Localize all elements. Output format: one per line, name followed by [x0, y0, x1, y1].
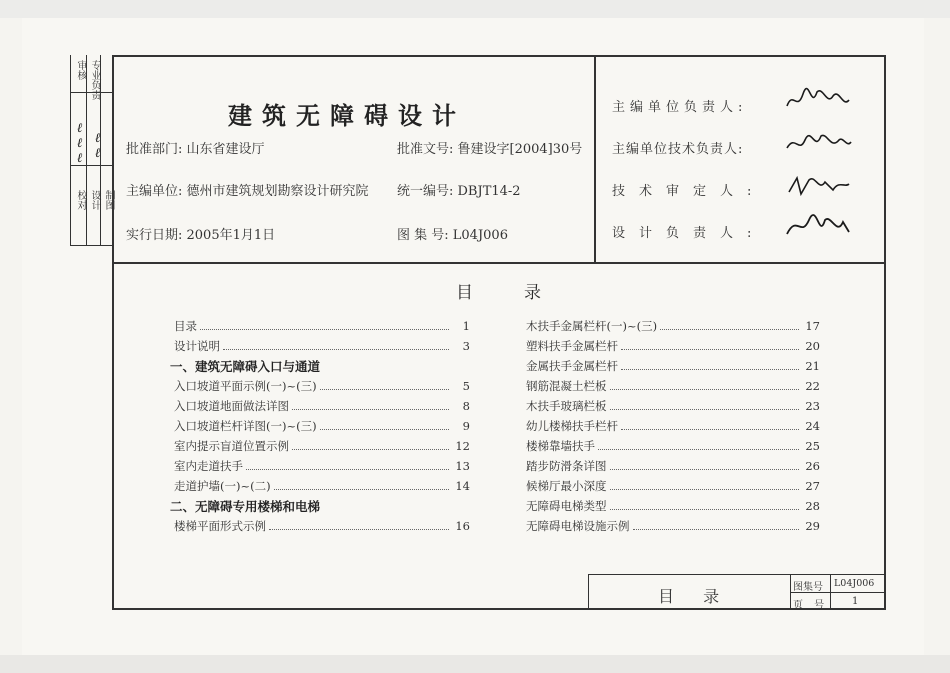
- toc-entry-label: 设计说明: [174, 339, 220, 353]
- toc-leader-dots: [200, 329, 449, 330]
- toc-entry-page: 24: [805, 419, 820, 433]
- signer-label-design-lead: 设计负责人:: [612, 226, 766, 241]
- toc-leader-dots: [598, 449, 799, 450]
- titleblock-atlas-value: L04J006: [834, 578, 875, 589]
- toc-entry-page: 17: [805, 319, 820, 333]
- left-strip-mid-label: 审核: [75, 60, 86, 80]
- toc-entry-label: 塑料扶手金属栏杆: [526, 339, 618, 353]
- toc-leader-dots: [269, 529, 449, 530]
- titleblock-name: 目 录: [658, 587, 732, 606]
- titleblock-page-label: 页 号: [793, 600, 829, 611]
- toc-entry-page: 5: [462, 379, 470, 393]
- signature-2: [783, 128, 853, 160]
- toc-leader-dots: [610, 389, 800, 390]
- header-divider: [112, 262, 886, 264]
- toc-leader-dots: [223, 349, 449, 350]
- signer-label-tech-chief: 主编单位技术负责人:: [612, 142, 744, 157]
- toc-leader-dots: [610, 489, 800, 490]
- toc-entry-label: 室内走道扶手: [174, 459, 243, 473]
- titleblock-top: [588, 574, 886, 575]
- approval-department: 批准部门: 山东省建设厅: [126, 142, 265, 157]
- toc-entry: [526, 398, 820, 414]
- toc-entry-page: 21: [805, 359, 820, 373]
- toc-entry-page: 8: [462, 399, 470, 413]
- toc-entry: [526, 478, 820, 494]
- toc-entry: [174, 478, 470, 494]
- effective-date: 实行日期: 2005年1月1日: [126, 228, 276, 243]
- toc-entry-page: 20: [805, 339, 820, 353]
- editor-unit: 主编单位: 德州市建筑规划勘察设计研究院: [126, 184, 369, 199]
- toc-entry-page: 22: [805, 379, 820, 393]
- toc-leader-dots: [292, 449, 449, 450]
- toc-leader-dots: [621, 429, 799, 430]
- left-strip-top-label: 专业负责: [89, 60, 100, 100]
- toc-entry-label: 室内提示盲道位置示例: [174, 439, 289, 453]
- toc-entry-page: 27: [805, 479, 820, 493]
- scan-edge-bottom: [0, 655, 950, 673]
- toc-entry-page: 13: [455, 459, 470, 473]
- toc-entry: [174, 458, 470, 474]
- toc-entry-label: 入口坡道平面示例(一)~(三): [174, 379, 317, 393]
- toc-leader-dots: [660, 329, 799, 330]
- header-vertical-divider: [594, 55, 596, 263]
- signature-1: [783, 82, 853, 116]
- toc-entry-label: 走道护墙(一)~(二): [174, 479, 271, 493]
- toc-section-heading: 一、建筑无障碍入口与通道: [170, 359, 321, 374]
- toc-entry-page: 1: [462, 319, 470, 333]
- toc-entry-page: 25: [805, 439, 820, 453]
- toc-entry-page: 3: [462, 339, 470, 353]
- signer-label-tech-review: 技术审定人:: [612, 184, 766, 199]
- toc-leader-dots: [621, 369, 799, 370]
- unified-number: 统一编号: DBJT14-2: [397, 184, 521, 199]
- toc-entry-label: 楼梯靠墙扶手: [526, 439, 595, 453]
- titleblock-left: [588, 574, 589, 610]
- toc-entry: [174, 418, 470, 434]
- toc-heading-left: 目: [456, 283, 475, 303]
- document-title: 建筑无障碍设计: [228, 101, 466, 130]
- toc-entry: [526, 338, 820, 354]
- left-strip-row-label-3: 制图: [103, 190, 114, 210]
- toc-entry-page: 23: [805, 399, 820, 413]
- toc-leader-dots: [274, 489, 449, 490]
- toc-leader-dots: [621, 349, 799, 350]
- toc-entry: [174, 518, 470, 534]
- toc-entry-label: 入口坡道栏杆详图(一)~(三): [174, 419, 317, 433]
- signature-3: [783, 170, 853, 202]
- toc-leader-dots: [292, 409, 449, 410]
- toc-entry: [526, 418, 820, 434]
- left-strip-signature-1: ℓℓℓ: [71, 120, 86, 165]
- toc-entry: [526, 498, 820, 514]
- toc-entry-label: 金属扶手金属栏杆: [526, 359, 618, 373]
- toc-entry-label: 候梯厅最小深度: [526, 479, 607, 493]
- toc-entry-page: 28: [805, 499, 820, 513]
- toc-heading-right: 录: [524, 283, 543, 303]
- left-strip-bottom: [70, 245, 112, 246]
- toc-leader-dots: [610, 409, 800, 410]
- toc-entry-label: 目录: [174, 319, 197, 333]
- toc-entry-label: 木扶手玻璃栏板: [526, 399, 607, 413]
- toc-entry-label: 无障碍电梯类型: [526, 499, 607, 513]
- left-strip-row-label-2: 设计: [89, 190, 100, 210]
- toc-entry-page: 16: [455, 519, 470, 533]
- toc-entry-page: 9: [462, 419, 470, 433]
- toc-entry: [174, 318, 470, 334]
- toc-leader-dots: [610, 509, 800, 510]
- toc-entry: [526, 438, 820, 454]
- toc-leader-dots: [246, 469, 449, 470]
- toc-entry: [174, 378, 470, 394]
- approval-number: 批准文号: 鲁建设字[2004]30号: [397, 142, 583, 157]
- toc-entry: [174, 338, 470, 354]
- left-strip-signature-2: ℓℓ: [89, 130, 104, 160]
- atlas-number: 图 集 号: L04J006: [397, 228, 508, 243]
- signature-4: [783, 210, 853, 244]
- left-strip-row-2: [70, 165, 112, 166]
- toc-entry: [526, 318, 820, 334]
- toc-entry-page: 26: [805, 459, 820, 473]
- toc-entry: [174, 438, 470, 454]
- toc-entry-label: 入口坡道地面做法详图: [174, 399, 289, 413]
- toc-entry-page: 14: [455, 479, 470, 493]
- toc-leader-dots: [633, 529, 800, 530]
- toc-entry-page: 29: [805, 519, 820, 533]
- left-strip-row-label-1: 校对: [75, 190, 86, 210]
- titleblock-atlas-label: 图集号: [793, 582, 823, 593]
- scan-edge-top: [0, 0, 950, 18]
- titleblock-page-value: 1: [852, 596, 859, 607]
- toc-entry-label: 楼梯平面形式示例: [174, 519, 266, 533]
- toc-entry: [526, 518, 820, 534]
- toc-leader-dots: [320, 389, 449, 390]
- toc-entry-label: 幼儿楼梯扶手栏杆: [526, 419, 618, 433]
- toc-entry-label: 踏步防滑条详图: [526, 459, 607, 473]
- toc-entry-page: 12: [455, 439, 470, 453]
- toc-entry-label: 木扶手金属栏杆(一)~(三): [526, 319, 658, 333]
- toc-leader-dots: [320, 429, 449, 430]
- toc-entry: [526, 378, 820, 394]
- toc-leader-dots: [610, 469, 800, 470]
- toc-entry-label: 无障碍电梯设施示例: [526, 519, 630, 533]
- toc-entry: [526, 358, 820, 374]
- toc-entry-label: 钢筋混凝土栏板: [526, 379, 607, 393]
- toc-section-heading: 二、无障碍专用楼梯和电梯: [170, 499, 321, 514]
- signer-label-chief-unit: 主编单位负责人:: [612, 100, 748, 115]
- toc-entry: [174, 398, 470, 414]
- toc-entry: [526, 458, 820, 474]
